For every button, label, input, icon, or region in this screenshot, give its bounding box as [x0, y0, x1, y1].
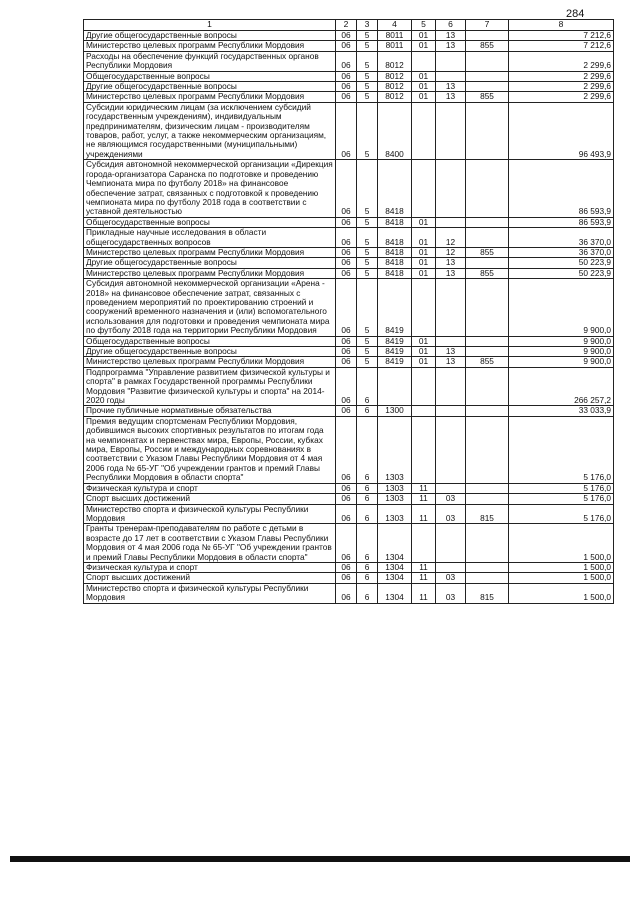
row-code: 06 — [336, 92, 357, 102]
row-code: 6 — [357, 524, 378, 563]
table-row — [84, 51, 614, 71]
row-amount: 7 212,6 — [509, 41, 614, 51]
row-description: Прочие публичные нормативные обязательства — [84, 406, 336, 416]
row-code: 12 — [436, 247, 466, 257]
row-description: Субсидии юридическим лицам (за исключением субсидий государственным учреждениям), индивидуальным предпринимателям, физическим лицам - производителям товаров, работ, услуг, а также некоммерческим организациям, не являющимся государственными (муниципальными) учреждениями — [84, 102, 336, 159]
table-row — [84, 347, 614, 357]
row-code — [412, 367, 436, 406]
table-row — [84, 31, 614, 41]
row-code — [466, 160, 509, 217]
row-code: 13 — [436, 268, 466, 278]
row-code: 1304 — [378, 562, 412, 572]
table-row — [84, 279, 614, 336]
row-code: 06 — [336, 71, 357, 81]
row-code: 8418 — [378, 247, 412, 257]
row-code: 06 — [336, 51, 357, 71]
table-row — [84, 406, 614, 416]
row-code: 8419 — [378, 347, 412, 357]
row-description: Другие общегосударственные вопросы — [84, 347, 336, 357]
column-header: 4 — [378, 20, 412, 31]
column-header: 2 — [336, 20, 357, 31]
row-code — [412, 406, 436, 416]
row-description: Премия ведущим спортсменам Республики Мордовия, добившимся высоких спортивных результатов по итогам года на чемпионатах и первенствах мира, Европы, России, кубках мира, Европы, России и международных соревнованиях в соответствии с Указом Главы Республики Мордовия от 4 мая 2006 года № 65-УГ "Об учреждении грантов и премий Главы Республики Мордовия в области спорта" — [84, 416, 336, 483]
row-code: 06 — [336, 336, 357, 346]
row-amount: 2 299,6 — [509, 71, 614, 81]
row-code — [436, 279, 466, 336]
row-code: 11 — [412, 504, 436, 524]
row-code: 06 — [336, 268, 357, 278]
row-code: 855 — [466, 247, 509, 257]
row-code: 03 — [436, 583, 466, 603]
row-amount: 9 900,0 — [509, 279, 614, 336]
row-code: 1303 — [378, 494, 412, 504]
row-description: Подпрограмма "Управление развитием физической культуры и спорта" в рамках Государственной программы Республики Мордовия "Развитие физической культуры и спорта" на 2014-2020 годы — [84, 367, 336, 406]
row-code: 06 — [336, 247, 357, 257]
row-description: Расходы на обеспечение функций государственных органов Республики Мордовия — [84, 51, 336, 71]
table-row — [84, 494, 614, 504]
row-code — [436, 160, 466, 217]
table-row — [84, 367, 614, 406]
row-amount: 9 900,0 — [509, 357, 614, 367]
row-amount: 86 593,9 — [509, 160, 614, 217]
row-description: Общегосударственные вопросы — [84, 336, 336, 346]
row-code: 5 — [357, 228, 378, 248]
row-code: 11 — [412, 573, 436, 583]
row-code: 01 — [412, 347, 436, 357]
row-code: 8418 — [378, 160, 412, 217]
row-code: 01 — [412, 41, 436, 51]
row-code: 03 — [436, 494, 466, 504]
table-row — [84, 102, 614, 159]
row-code: 855 — [466, 268, 509, 278]
row-amount: 1 500,0 — [509, 573, 614, 583]
row-code — [412, 416, 436, 483]
row-code: 01 — [412, 258, 436, 268]
row-description: Министерство спорта и физической культуры Республики Мордовия — [84, 583, 336, 603]
row-code — [436, 483, 466, 493]
row-code: 6 — [357, 416, 378, 483]
row-code: 06 — [336, 406, 357, 416]
row-code: 5 — [357, 82, 378, 92]
row-description: Министерство целевых программ Республики Мордовия — [84, 41, 336, 51]
row-amount: 36 370,0 — [509, 228, 614, 248]
row-code: 01 — [412, 357, 436, 367]
row-code: 5 — [357, 41, 378, 51]
row-code: 01 — [412, 217, 436, 227]
row-code: 815 — [466, 504, 509, 524]
table-row — [84, 573, 614, 583]
row-amount: 7 212,6 — [509, 31, 614, 41]
table-row — [84, 82, 614, 92]
row-code — [436, 71, 466, 81]
row-code: 01 — [412, 92, 436, 102]
row-code: 06 — [336, 41, 357, 51]
table-row — [84, 524, 614, 563]
row-amount: 1 500,0 — [509, 583, 614, 603]
row-code: 06 — [336, 217, 357, 227]
row-code: 8012 — [378, 82, 412, 92]
row-code: 6 — [357, 573, 378, 583]
row-description: Другие общегосударственные вопросы — [84, 31, 336, 41]
row-amount: 96 493,9 — [509, 102, 614, 159]
row-code: 5 — [357, 217, 378, 227]
row-code: 6 — [357, 406, 378, 416]
row-code: 8419 — [378, 279, 412, 336]
row-code — [436, 416, 466, 483]
row-code: 6 — [357, 367, 378, 406]
row-amount: 266 257,2 — [509, 367, 614, 406]
row-code: 06 — [336, 494, 357, 504]
row-code: 01 — [412, 336, 436, 346]
row-code: 8400 — [378, 102, 412, 159]
row-code: 06 — [336, 504, 357, 524]
row-code — [466, 573, 509, 583]
row-amount: 2 299,6 — [509, 92, 614, 102]
row-code: 5 — [357, 357, 378, 367]
row-code: 8419 — [378, 357, 412, 367]
row-code: 5 — [357, 347, 378, 357]
row-code — [466, 51, 509, 71]
row-code: 6 — [357, 483, 378, 493]
row-amount: 9 900,0 — [509, 336, 614, 346]
row-code: 855 — [466, 357, 509, 367]
row-code: 1303 — [378, 416, 412, 483]
row-amount: 36 370,0 — [509, 247, 614, 257]
row-description: Министерство целевых программ Республики Мордовия — [84, 92, 336, 102]
row-code: 01 — [412, 268, 436, 278]
row-code: 06 — [336, 583, 357, 603]
row-code — [436, 406, 466, 416]
row-code — [466, 367, 509, 406]
row-code — [466, 279, 509, 336]
row-code — [466, 228, 509, 248]
row-code — [412, 524, 436, 563]
row-description: Министерство целевых программ Республики Мордовия — [84, 357, 336, 367]
column-header: 8 — [509, 20, 614, 31]
row-code: 13 — [436, 357, 466, 367]
table-row — [84, 357, 614, 367]
budget-table — [83, 19, 614, 604]
row-code: 13 — [436, 347, 466, 357]
row-code — [412, 160, 436, 217]
row-code: 6 — [357, 562, 378, 572]
row-code: 01 — [412, 82, 436, 92]
row-code — [436, 367, 466, 406]
row-code: 8418 — [378, 258, 412, 268]
row-code — [436, 562, 466, 572]
row-code: 06 — [336, 82, 357, 92]
row-code — [436, 217, 466, 227]
row-code: 06 — [336, 228, 357, 248]
row-code — [378, 367, 412, 406]
row-code: 06 — [336, 357, 357, 367]
row-code: 06 — [336, 279, 357, 336]
row-code: 13 — [436, 92, 466, 102]
table-row — [84, 258, 614, 268]
row-code: 855 — [466, 92, 509, 102]
row-code: 06 — [336, 573, 357, 583]
row-description: Прикладные научные исследования в области общегосударственных вопросов — [84, 228, 336, 248]
row-code: 13 — [436, 258, 466, 268]
row-code: 03 — [436, 573, 466, 583]
row-code — [466, 483, 509, 493]
row-amount: 1 500,0 — [509, 562, 614, 572]
column-header: 6 — [436, 20, 466, 31]
row-code — [436, 336, 466, 346]
row-code: 855 — [466, 41, 509, 51]
row-code — [412, 279, 436, 336]
row-amount: 2 299,6 — [509, 51, 614, 71]
row-code: 06 — [336, 416, 357, 483]
row-code: 8419 — [378, 336, 412, 346]
row-code: 5 — [357, 160, 378, 217]
row-code: 8011 — [378, 31, 412, 41]
row-code — [466, 217, 509, 227]
row-code: 8418 — [378, 228, 412, 248]
row-code: 06 — [336, 31, 357, 41]
row-code — [466, 562, 509, 572]
row-code: 5 — [357, 336, 378, 346]
row-code: 5 — [357, 268, 378, 278]
row-amount: 5 176,0 — [509, 494, 614, 504]
column-header: 5 — [412, 20, 436, 31]
row-code: 01 — [412, 228, 436, 248]
row-amount: 2 299,6 — [509, 82, 614, 92]
row-code: 06 — [336, 347, 357, 357]
table-row — [84, 562, 614, 572]
row-description: Физическая культура и спорт — [84, 483, 336, 493]
row-description: Субсидия автономной некоммерческой организации «Арена - 2018» на финансовое обеспечение затрат, связанных с проведением мероприятий по проектированию строений и сооружений временного назначения и (или) вспомогательного использования для подготовки и проведения чемпионата мира по футболу 2018 года на территории Республики Мордовия — [84, 279, 336, 336]
row-code: 8418 — [378, 217, 412, 227]
row-code — [466, 31, 509, 41]
row-description: Другие общегосударственные вопросы — [84, 82, 336, 92]
table-row — [84, 268, 614, 278]
table-row — [84, 247, 614, 257]
row-code — [466, 416, 509, 483]
row-code: 8012 — [378, 92, 412, 102]
row-code — [466, 347, 509, 357]
row-code — [466, 494, 509, 504]
row-code — [412, 51, 436, 71]
row-code: 13 — [436, 82, 466, 92]
row-description: Министерство спорта и физической культуры Республики Мордовия — [84, 504, 336, 524]
row-code: 1304 — [378, 583, 412, 603]
row-code: 8011 — [378, 41, 412, 51]
row-code: 1303 — [378, 483, 412, 493]
row-description: Спорт высших достижений — [84, 573, 336, 583]
row-code: 06 — [336, 483, 357, 493]
row-description: Спорт высших достижений — [84, 494, 336, 504]
table-row — [84, 71, 614, 81]
table-row — [84, 583, 614, 603]
row-code: 06 — [336, 102, 357, 159]
row-code: 01 — [412, 31, 436, 41]
row-code: 06 — [336, 258, 357, 268]
row-amount: 5 176,0 — [509, 504, 614, 524]
row-code — [466, 336, 509, 346]
table-row — [84, 217, 614, 227]
table-row — [84, 504, 614, 524]
row-code: 13 — [436, 31, 466, 41]
row-code — [466, 82, 509, 92]
row-amount: 50 223,9 — [509, 268, 614, 278]
table-row — [84, 41, 614, 51]
row-code: 06 — [336, 160, 357, 217]
column-header: 1 — [84, 20, 336, 31]
row-description: Министерство целевых программ Республики Мордовия — [84, 268, 336, 278]
column-header: 7 — [466, 20, 509, 31]
row-code: 6 — [357, 583, 378, 603]
row-code — [436, 102, 466, 159]
table-row — [84, 92, 614, 102]
row-code: 1303 — [378, 504, 412, 524]
row-code: 8012 — [378, 51, 412, 71]
table-row — [84, 483, 614, 493]
page-number: 284 — [566, 8, 585, 20]
row-code: 1304 — [378, 573, 412, 583]
table-row — [84, 228, 614, 248]
table-row — [84, 336, 614, 346]
row-amount: 1 500,0 — [509, 524, 614, 563]
row-code: 1300 — [378, 406, 412, 416]
row-code: 06 — [336, 524, 357, 563]
row-code: 5 — [357, 247, 378, 257]
column-header: 3 — [357, 20, 378, 31]
row-code: 11 — [412, 562, 436, 572]
row-amount: 86 593,9 — [509, 217, 614, 227]
page-bottom-rule — [10, 856, 630, 862]
row-amount: 9 900,0 — [509, 347, 614, 357]
table-row — [84, 416, 614, 483]
row-code: 11 — [412, 483, 436, 493]
row-code: 13 — [436, 41, 466, 51]
row-code — [436, 51, 466, 71]
row-description: Гранты тренерам-преподавателям по работе с детьми в возрасте до 17 лет в соответствии с Указом Главы Республики Мордовия от 4 мая 2006 года № 65-УГ "Об учреждении грантов и премий Главы Республики Мордовия в области спорта" — [84, 524, 336, 563]
row-code: 01 — [412, 247, 436, 257]
row-code — [466, 71, 509, 81]
row-code: 8012 — [378, 71, 412, 81]
row-description: Физическая культура и спорт — [84, 562, 336, 572]
row-code: 815 — [466, 583, 509, 603]
row-code: 5 — [357, 71, 378, 81]
row-code: 5 — [357, 102, 378, 159]
row-code: 6 — [357, 494, 378, 504]
row-code: 5 — [357, 92, 378, 102]
row-code: 5 — [357, 31, 378, 41]
row-code — [436, 524, 466, 563]
row-code: 01 — [412, 71, 436, 81]
row-code: 06 — [336, 367, 357, 406]
row-description: Министерство целевых программ Республики Мордовия — [84, 247, 336, 257]
row-code: 1304 — [378, 524, 412, 563]
row-code: 5 — [357, 279, 378, 336]
table-row — [84, 160, 614, 217]
table-header-row — [84, 20, 614, 31]
row-code: 06 — [336, 562, 357, 572]
row-amount: 33 033,9 — [509, 406, 614, 416]
row-code: 5 — [357, 51, 378, 71]
row-code: 6 — [357, 504, 378, 524]
row-code — [466, 258, 509, 268]
row-code: 11 — [412, 494, 436, 504]
row-code: 8418 — [378, 268, 412, 278]
row-code: 11 — [412, 583, 436, 603]
row-code: 03 — [436, 504, 466, 524]
row-amount: 50 223,9 — [509, 258, 614, 268]
row-description: Общегосударственные вопросы — [84, 217, 336, 227]
row-code — [466, 406, 509, 416]
row-code: 12 — [436, 228, 466, 248]
row-amount: 5 176,0 — [509, 483, 614, 493]
row-amount: 5 176,0 — [509, 416, 614, 483]
row-description: Субсидия автономной некоммерческой организации «Дирекция города-организатора Саранска по подготовке и проведению Чемпионата мира по футболу 2018» на финансовое обеспечение затрат, связанных с подготовкой к проведению чемпионата мира по футболу 2018 года в соответствии с уставной деятельностью — [84, 160, 336, 217]
row-description: Другие общегосударственные вопросы — [84, 258, 336, 268]
row-code — [466, 524, 509, 563]
row-code — [466, 102, 509, 159]
row-code: 5 — [357, 258, 378, 268]
row-description: Общегосударственные вопросы — [84, 71, 336, 81]
row-code — [412, 102, 436, 159]
